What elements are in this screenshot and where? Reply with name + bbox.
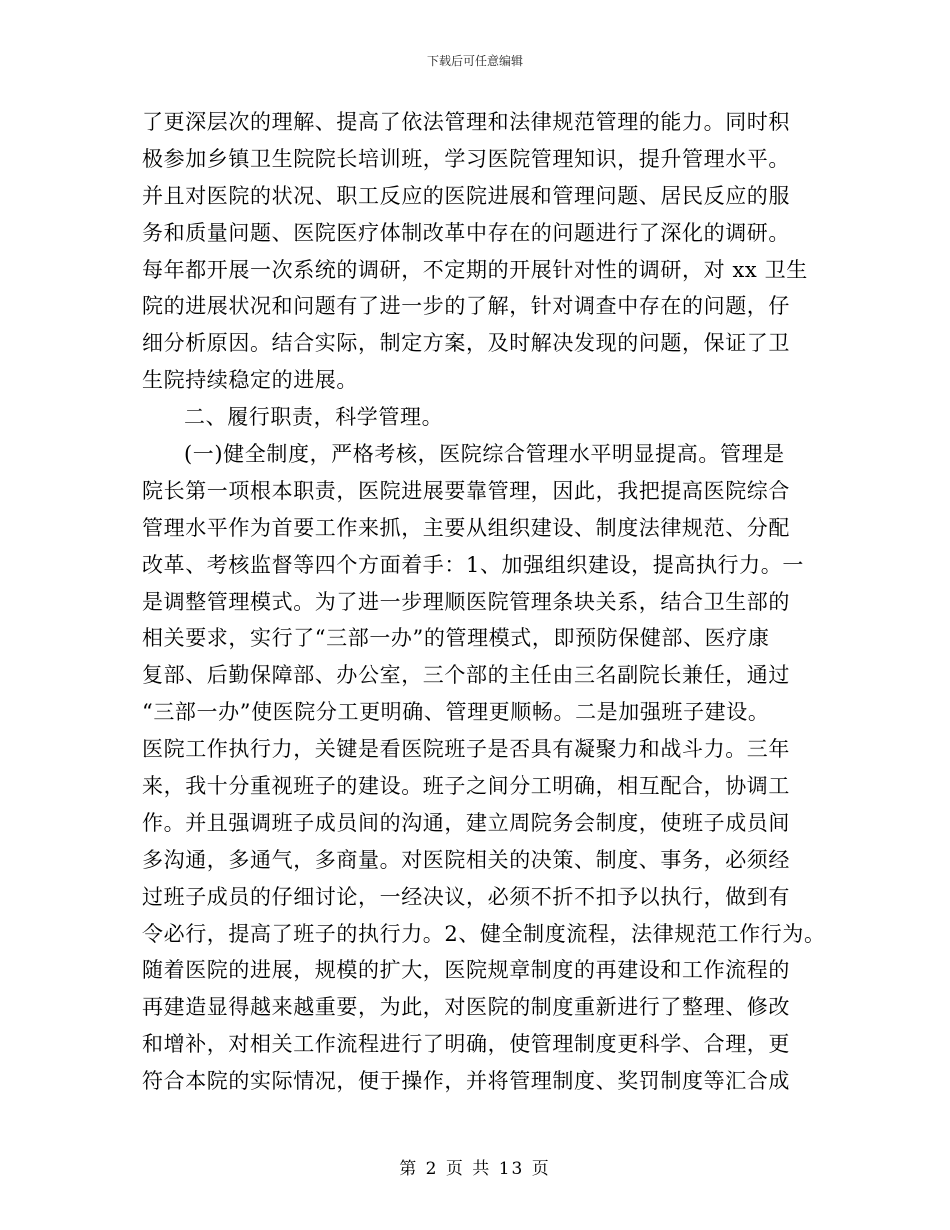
text-line: 生院持续稳定的进展。 [142, 368, 358, 393]
text-line: 细分析原因。结合实际，制定方案，及时解决发现的问题，保证了卫 [142, 331, 790, 356]
text-line: 复部、后勤保障部、办公室，三个部的主任由三名副院长兼任，通过 [142, 663, 790, 688]
text-line: 过班子成员的仔细讨论，一经决议，必须不折不扣予以执行，做到有 [142, 884, 790, 909]
text-line: 再建造显得越来越重要，为此，对医院的制度重新进行了整理、修改 [142, 995, 790, 1020]
page-header: 下载后可任意编辑 [426, 54, 523, 68]
text-line: 随着医院的进展，规模的扩大，医院规章制度的再建设和工作流程的 [142, 958, 790, 983]
text-line: (一)健全制度，严格考核，医院综合管理水平明显提高。管理是 [184, 442, 785, 467]
text-line: 院长第一项根本职责，医院进展要靠管理，因此，我把提高医院综合 [142, 478, 790, 503]
text-line: 每年都开展一次系统的调研，不定期的开展针对性的调研，对 xx 卫生 [142, 257, 808, 282]
text-line: 改革、考核监督等四个方面着手：1、加强组织建设，提高执行力。一 [142, 552, 804, 577]
text-line: 务和质量问题、医院医疗体制改革中存在的问题进行了深化的调研。 [142, 220, 790, 245]
text-line: 令必行，提高了班子的执行力。2、健全制度流程，法律规范工作行为。 [142, 921, 826, 946]
text-line: 是调整管理模式。为了进一步理顺医院管理条块关系，结合卫生部的 [142, 589, 790, 614]
text-line: “三部一办”使医院分工更明确、管理更顺畅。二是加强班子建设。 [142, 700, 770, 725]
text-line: 管理水平作为首要工作来抓，主要从组织建设、制度法律规范、分配 [142, 515, 790, 540]
section-heading: 二、履行职责，科学管理。 [184, 405, 444, 430]
text-line: 相关要求，实行了“三部一办”的管理模式，即预防保健部、医疗康 [142, 626, 770, 651]
text-line: 来，我十分重视班子的建设。班子之间分工明确，相互配合，协调工 [142, 774, 790, 799]
text-line: 并且对医院的状况、职工反应的医院进展和管理问题、居民反应的服 [142, 183, 790, 208]
text-line: 医院工作执行力，关键是看医院班子是否具有凝聚力和战斗力。三年 [142, 737, 790, 762]
text-line: 极参加乡镇卫生院院长培训班，学习医院管理知识，提升管理水平。 [142, 146, 790, 171]
text-line: 了更深层次的理解、提高了依法管理和法律规范管理的能力。同时积 [142, 110, 790, 134]
text-line: 多沟通，多通气，多商量。对医院相关的决策、制度、事务，必须经 [142, 847, 790, 872]
text-line: 和增补，对相关工作流程进行了明确，使管理制度更科学、合理，更 [142, 1032, 790, 1057]
text-line: 院的进展状况和问题有了进一步的了解，针对调查中存在的问题，仔 [142, 294, 790, 319]
text-line: 符合本院的实际情况，便于操作，并将管理制度、奖罚制度等汇合成 [142, 1069, 790, 1094]
text-line: 作。并且强调班子成员间的沟通，建立周院务会制度，使班子成员间 [142, 810, 790, 835]
page-number: 第 2 页 共 13 页 [399, 1159, 551, 1179]
document-body [142, 104, 826, 1100]
